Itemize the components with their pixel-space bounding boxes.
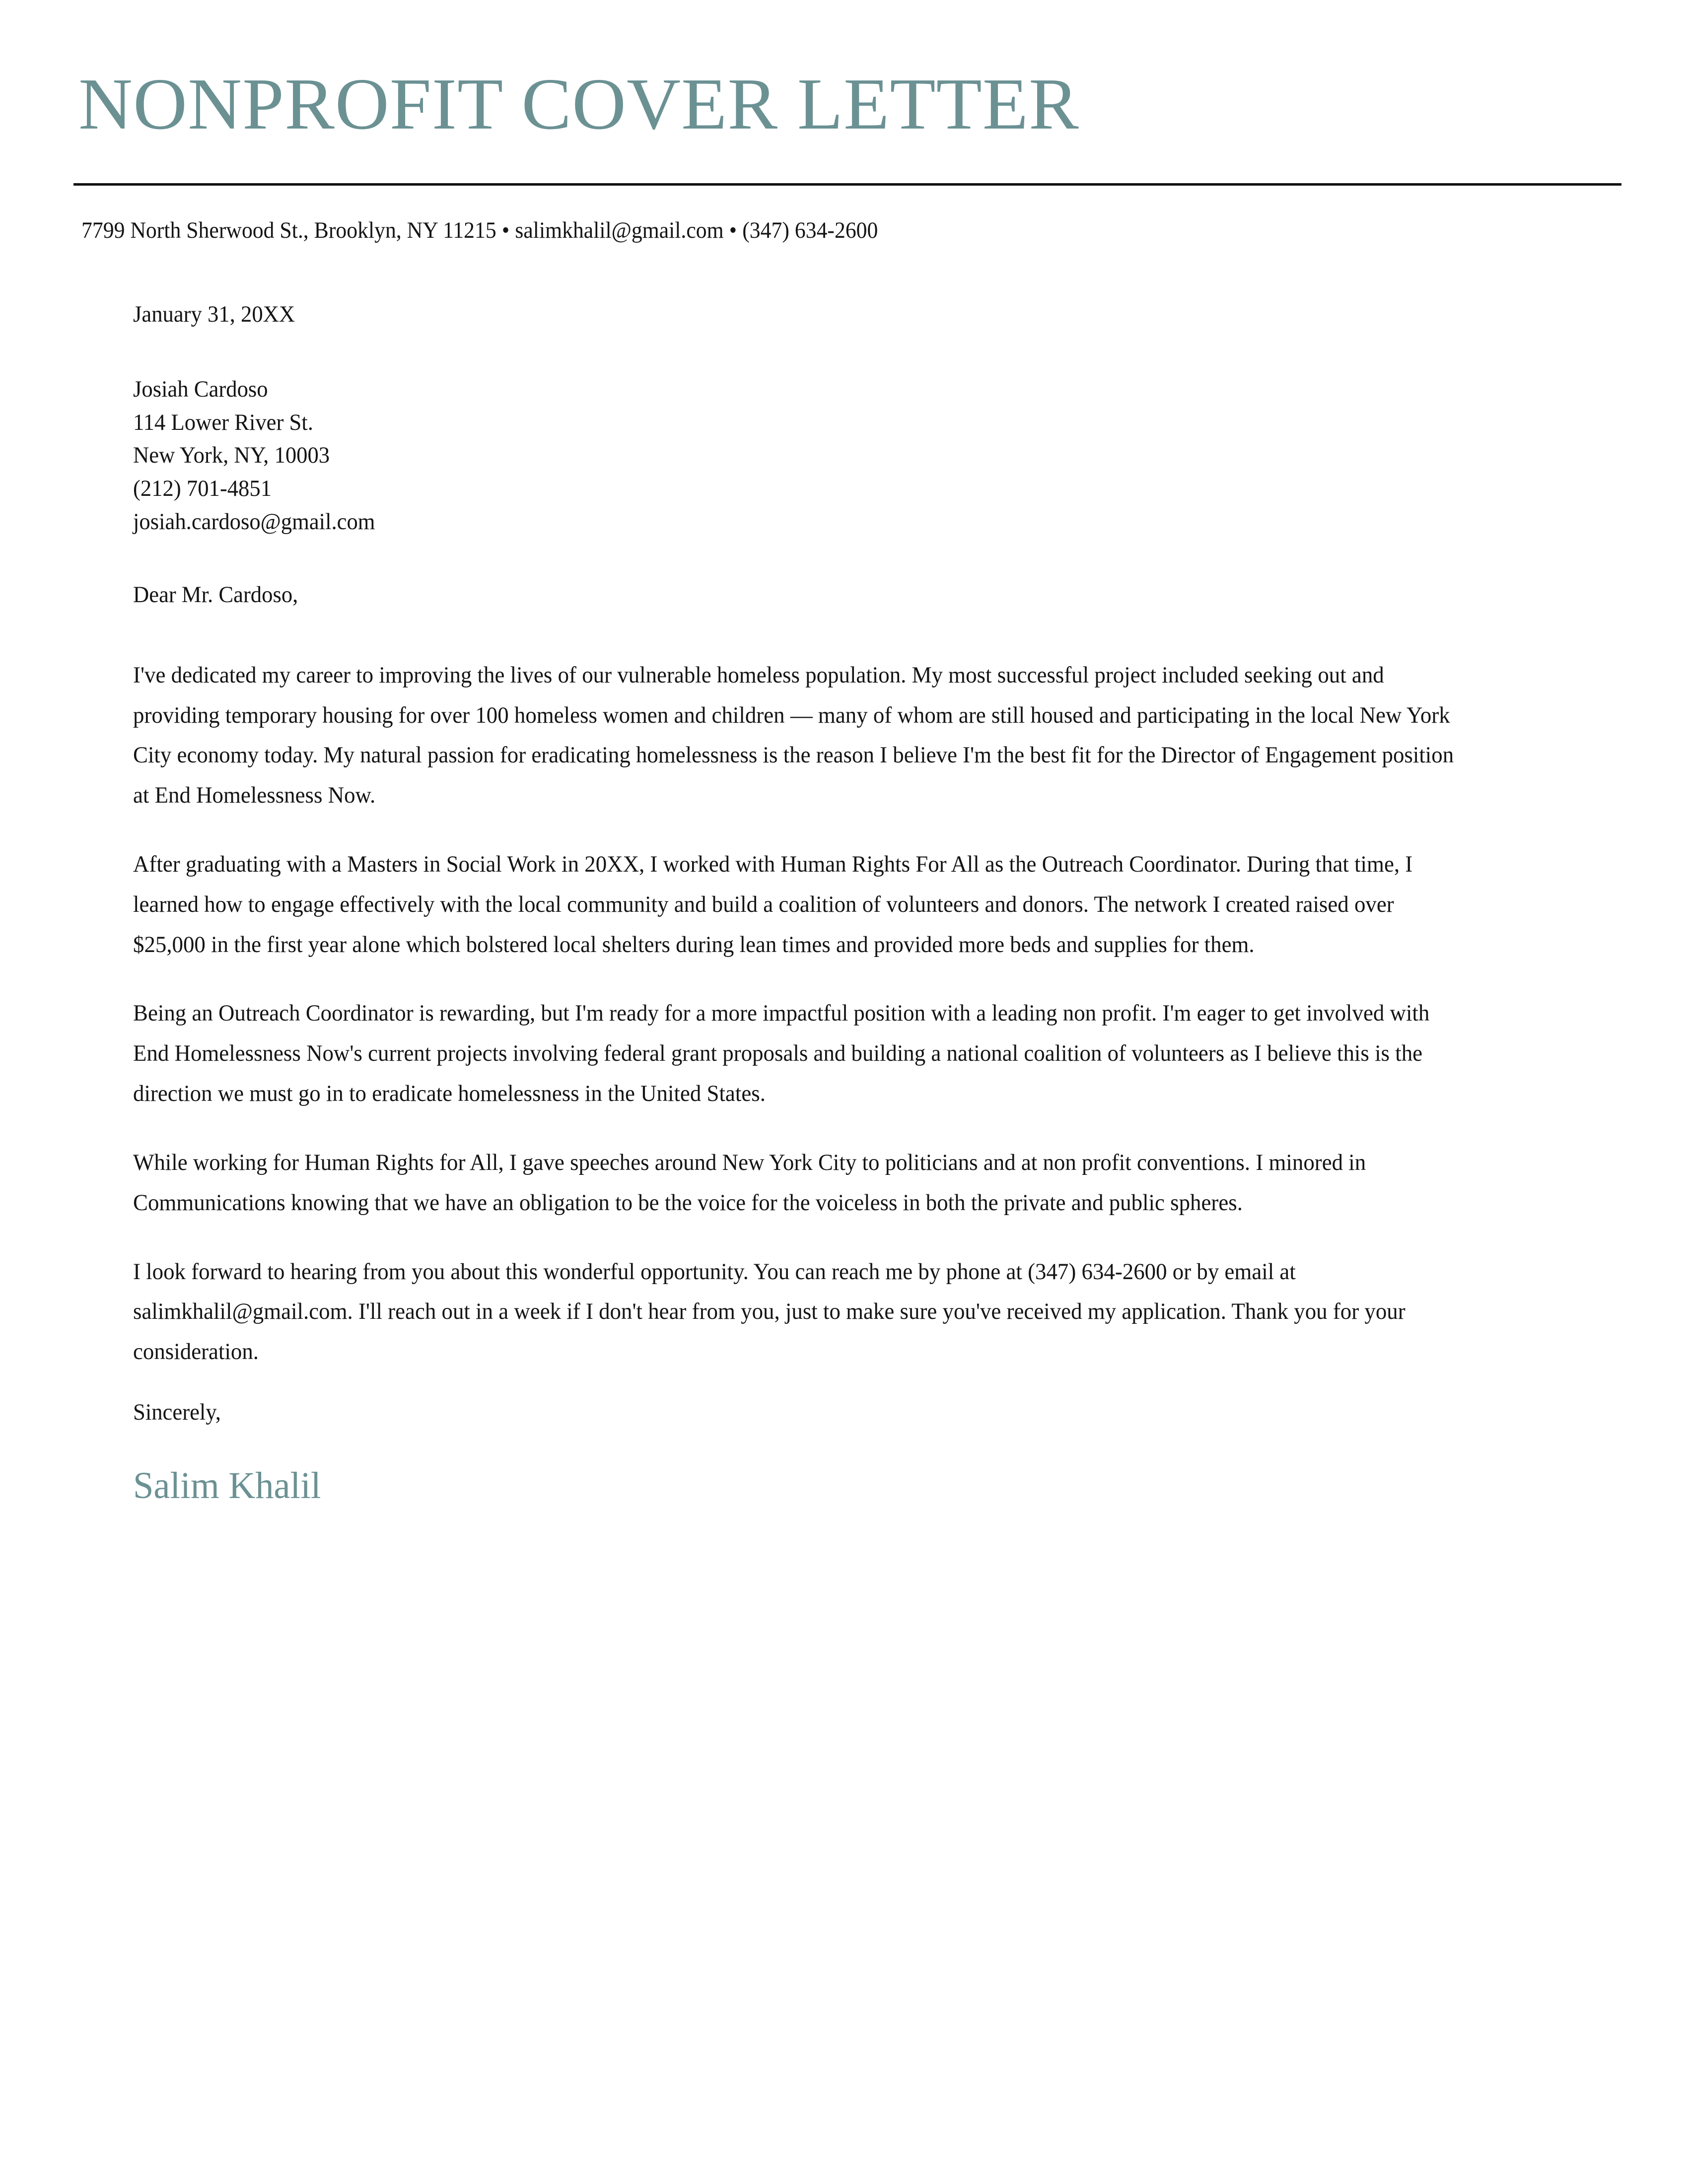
sender-email: salimkhalil@gmail.com <box>515 217 724 243</box>
recipient-address-block <box>133 373 1523 539</box>
sender-address: 7799 North Sherwood St., Brooklyn, NY 11215 <box>81 217 496 243</box>
recipient-phone: (212) 701-4851 <box>133 476 272 502</box>
recipient-street: 114 Lower River St. <box>133 409 313 435</box>
sender-phone: (347) 634-2600 <box>742 217 878 243</box>
letter-date: January 31, 20XX <box>133 301 295 327</box>
recipient-city-state-zip: New York, NY, 10003 <box>133 442 330 469</box>
page-title: NONPROFIT COVER LETTER <box>78 64 1079 145</box>
body-paragraph: After graduating with a Masters in Social Work in 20XX, I worked with Human Rights For All as the Outreach Coordinator. During that time, I learned how to engage effectively with the local community and build a coalition of volunteers and donors. The network I created raised over $25,000 in the first year alone which bolstered local shelters during lean times and provided more beds and supplies for them. <box>133 851 1413 957</box>
salutation: Dear Mr. Cardoso, <box>133 581 298 608</box>
signature-name: Salim Khalil <box>133 1465 321 1507</box>
contact-separator-1: • <box>501 217 510 243</box>
closing-salutation: Sincerely, <box>133 1399 221 1426</box>
letter-body <box>133 301 1523 1507</box>
recipient-name: Josiah Cardoso <box>133 376 268 402</box>
recipient-email: josiah.cardoso@gmail.com <box>133 508 375 535</box>
body-paragraph: I've dedicated my career to improving the lives of our vulnerable homeless population. My most successful project included seeking out and providing temporary housing for over 100 homeless women and children — many of whom are still housed and participating in the local New York City economy today. My natural passion for eradicating homelessness is the reason I believe I'm the best fit for the Director of Engagement position at End Homelessness Now. <box>133 662 1454 809</box>
header-divider <box>73 183 1621 186</box>
body-paragraph: I look forward to hearing from you about this wonderful opportunity. You can reach me by phone at (347) 634-2600 or by email at salimkhalil@gmail.com. I'll reach out in a week if I don't hear from you, just to make sure you've received my application. Thank you for your consideration. <box>133 1258 1406 1365</box>
body-paragraph: While working for Human Rights for All, I gave speeches around New York City to politicians and at non profit conventions. I minored in Communications knowing that we have an obligation to be the voice for the voiceless in both the private and public spheres. <box>133 1149 1366 1216</box>
body-paragraph: Being an Outreach Coordinator is rewarding, but I'm ready for a more impactful position with a leading non profit. I'm eager to get involved with End Homelessness Now's current projects involving federal grant proposals and building a national coalition of volunteers as I believe this is the direction we must go in to eradicate homelessness in the United States. <box>133 1000 1430 1107</box>
contact-separator-2: • <box>729 217 737 243</box>
sender-contact-line <box>81 216 878 244</box>
